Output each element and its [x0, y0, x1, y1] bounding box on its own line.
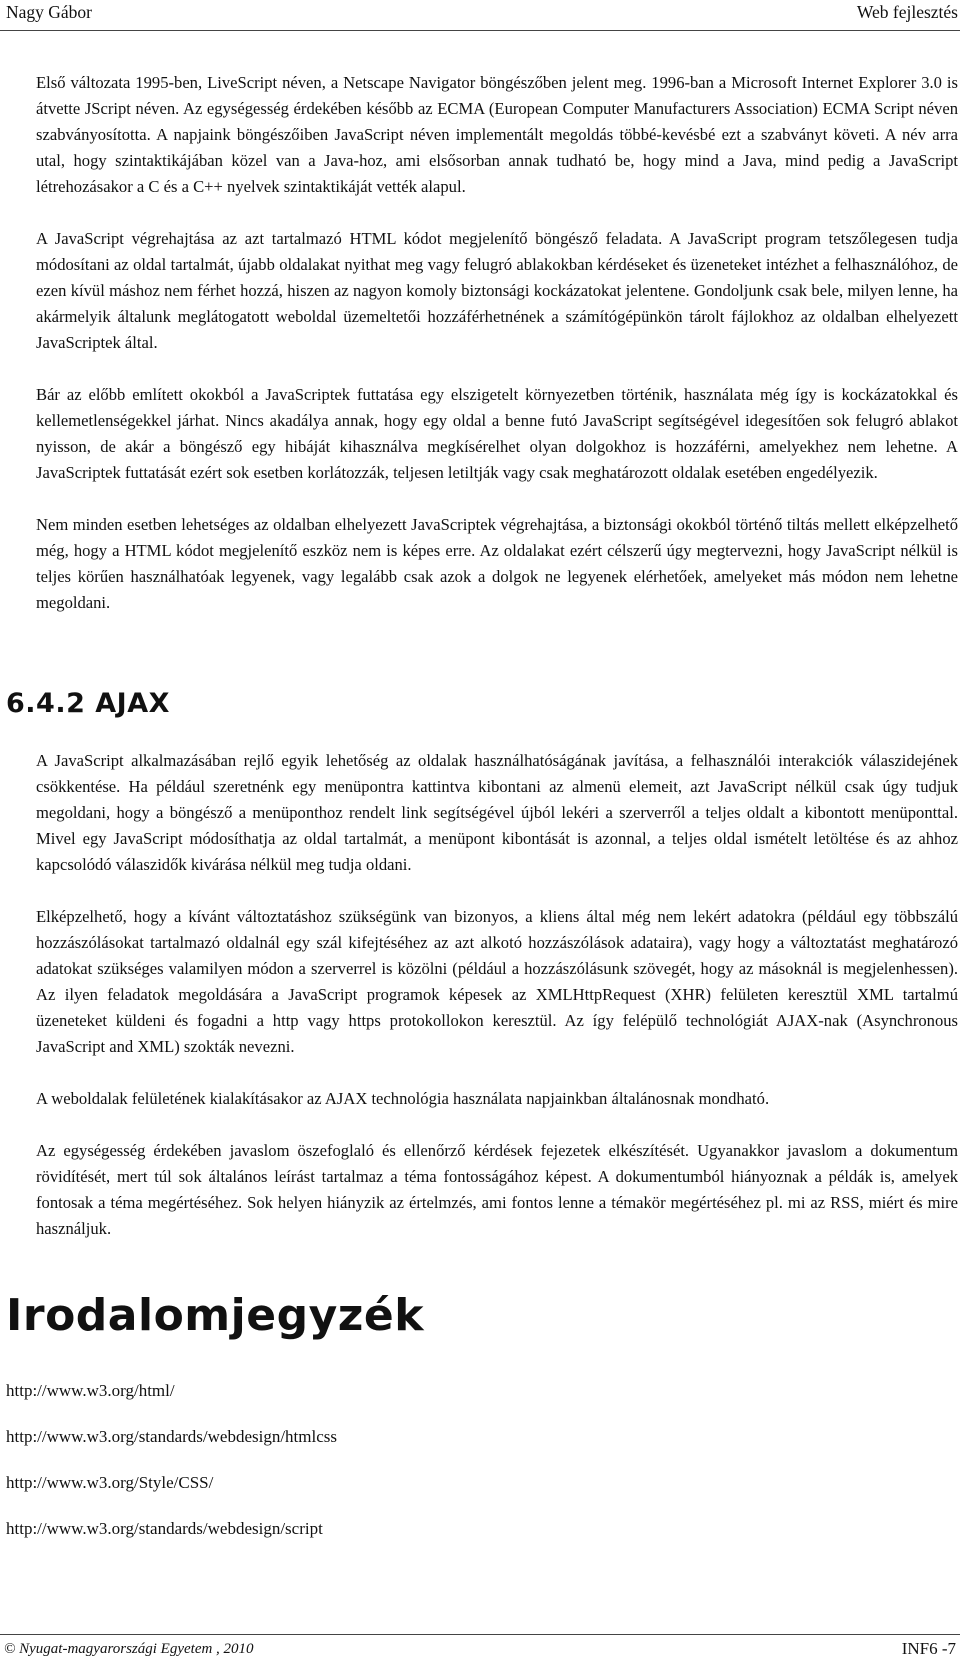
header-author: Nagy Gábor: [6, 2, 93, 22]
paragraph: Bár az előbb említett okokból a JavaScriptek futtatása egy elszigetelt környezetben történik, használata még így is kockázatokkal és kellemetlenségekkel járhat. Nincs akadálya annak, hogy egy oldal a benne futó JavaScript segítségével idegesítően sok felugró ablakot nyisson, de akár a böngésző egy hibáját kihasználva megkísérelhet olyan dolgokhoz is hozzáférni, amelyekhez nem lehetne. A JavaScriptek futtatását ezért sok esetben korlátozzák, teljesen letiltják vagy csak meghatározott oldalak esetében engedélyezik.: [36, 385, 958, 482]
reference-link[interactable]: http://www.w3.org/standards/webdesign/htmlcss: [6, 1427, 338, 1446]
ajax-text: [36, 748, 958, 1268]
reference-list: [6, 1380, 337, 1564]
section-heading: 6.4.2 AJAX: [6, 688, 170, 719]
intro-text: [36, 70, 958, 642]
reference-link[interactable]: http://www.w3.org/Style/CSS/: [6, 1473, 214, 1492]
page-header: [0, 0, 960, 31]
bibliography-heading: Irodalomjegyzék: [6, 1290, 424, 1341]
paragraph: Elképzelhető, hogy a kívánt változtatáshoz szükségünk van bizonyos, a kliens által még nem lekért adatokra (például egy többszálú hozzászólásokat tartalmazó oldalnál egy szál kifejtéséhez az azt alkotó hozzászólások adataira), vagy hogy a változtatást meghatározó adatokat szükséges valamilyen módon a szerverrel is közölni (például a hozzászólásunk szövegét, hogy az másoknál is megjelenhessen). Az ilyen feladatok megoldására a JavaScript programok képesek az XMLHttpRequest (XHR) felületen keresztül XML tartalmú üzeneteket küldeni és fogadni a http vagy https protokollokon keresztül. Az így felépülő technológiát AJAX-nak (Asynchronous JavaScript and XML) szokták nevezni.: [36, 907, 958, 1056]
footer-copyright: © Nyugat-magyarországi Egyetem , 2010: [4, 1641, 254, 1657]
paragraph: A weboldalak felületének kialakításakor az AJAX technológia használata napjainkban általánosnak mondható.: [36, 1089, 770, 1108]
paragraph: A JavaScript alkalmazásában rejlő egyik lehetőség az oldalak használhatóságának javítása, a felhasználói interakciók válaszidejének csökkentése. Ha például szeretnénk egy menüpontra kattintva kibontani az almenü elemeit, azt JavaScript nélkül csak úgy tudjuk megoldani, hogy a böngésző a menüponthoz rendelt link segítségével újból lekéri a szerverről a teljes oldalt a kibontott menüponttal. Mivel egy JavaScript módosíthatja az oldal tartalmát, a menüpont kibontását is azonnal, a teljes oldal ismételt letöltése és az ahhoz kapcsolódó válaszidők kivárása nélkül meg tudja oldani.: [36, 751, 958, 874]
paragraph: A JavaScript végrehajtása az azt tartalmazó HTML kódot megjelenítő böngésző feladata. A JavaScript program tetszőlegesen tudja módosítani az oldal tartalmát, újabb oldalakat nyithat meg vagy felugró ablakokban kérdéseket és üzeneteket intézhet a felhasználóhoz, de ezen kívül máshoz nem férhet hozzá, hiszen az nagyon komoly biztonsági kockázatokat jelentene. Gondoljunk csak bele, milyen lenne, ha akármelyik általunk meglátogatott weboldal üzemeltetői hozzáférhetnének a számítógépünkön tárolt fájlokhoz az oldalban elhelyezett JavaScriptek által.: [36, 229, 958, 352]
paragraph: Az egységesség érdekében javaslom öszefoglaló és ellenőrző kérdések fejezetek elkészítését. Ugyanakkor javaslom a dokumentum rövidítését, mert túl sok általános leírást tartalmaz a téma fontosságához képest. A dokumentumból hiányoznak a példák is, amelyek fontosak a téma megértéséhez. Sok helyen hiányzik az értelmzés, ami fontos lenne a témakör megértéséhez pl. mi az RSS, miért és mire használjuk.: [36, 1141, 958, 1238]
header-section: Web fejlesztés: [856, 2, 958, 22]
paragraph: Első változata 1995-ben, LiveScript néven, a Netscape Navigator böngészőben jelent meg. 1996-ban a Microsoft Internet Explorer 3.0 is átvette JScript néven. Az egységesség érdekében később az ECMA (European Computer Manufacturers Association) ECMA Script néven szabványosította. A napjaink böngészőiben JavaScript néven implementált megoldás többé-kevésbé ezt a szabványt követi. A név arra utal, hogy szintaktikájában közel van a Java-hoz, ami elsősorban annak tudható be, hogy mind a Java, mind pedig a JavaScript létrehozásakor a C és a C++ nyelvek szintaktikáját vették alapul.: [36, 73, 958, 196]
reference-link[interactable]: http://www.w3.org/standards/webdesign/script: [6, 1519, 323, 1538]
page-footer: [0, 1634, 960, 1661]
paragraph: Nem minden esetben lehetséges az oldalban elhelyezett JavaScriptek végrehajtása, a biztonsági okokból történő tiltás mellett elképzelhető még, hogy a HTML kódot megjelenítő eszköz nem is képes erre. Az oldalakat ezért célszerű úgy megtervezni, hogy JavaScript nélkül is teljes körűen használhatóak legyenek, vagy legalább csak azok a dolgok ne legyenek elérhetőek, amelyeket más módon nem lehetne megoldani.: [36, 515, 958, 612]
reference-link[interactable]: http://www.w3.org/html/: [6, 1381, 175, 1400]
page-number: INF6 -7: [901, 1639, 956, 1658]
